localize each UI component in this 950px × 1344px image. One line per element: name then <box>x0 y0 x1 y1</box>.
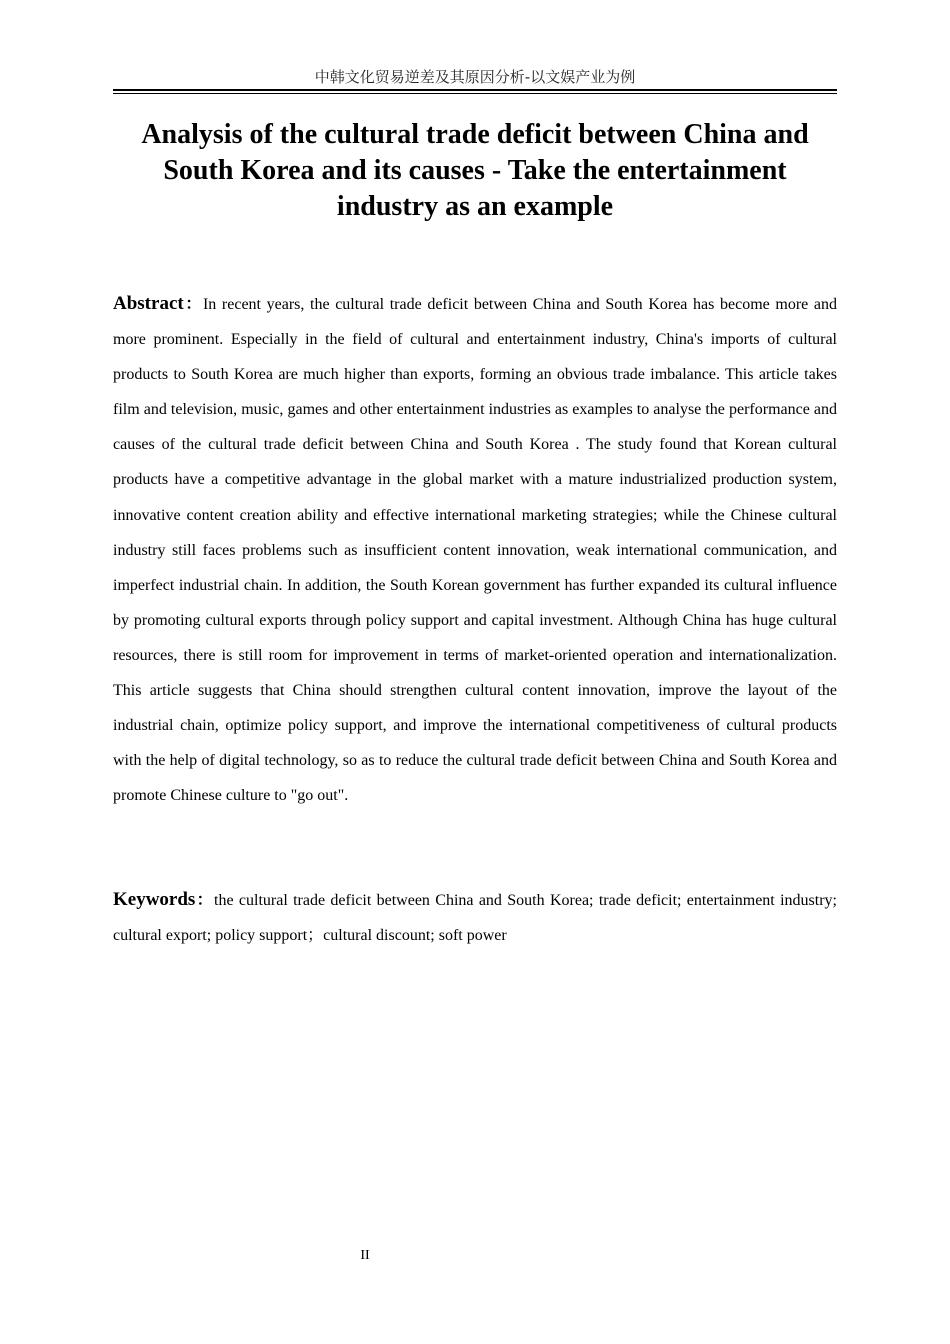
page-number: II <box>360 1248 370 1263</box>
header-double-rule <box>113 89 837 94</box>
abstract-label-colon: ： <box>183 294 203 313</box>
document-title: Analysis of the cultural trade deficit between China and South Korea and its causes - Take the entertainment industry as an example <box>141 119 809 222</box>
abstract-label: Abstract <box>113 293 184 314</box>
abstract-text: In recent years, the cultural trade deficit between China and South Korea has become more and more prominent. Especially in the field of cultural and entertainment industry, China's imports of cultural products to South Korea are much higher than exports, forming an obvious trade imbalance. This article takes film and television, music, games and other entertainment industries as examples to analyse the performance and causes of the cultural trade deficit between China and South Korea . The study found that Korean cultural products have a competitive advantage in the global market with a mature industrialized production system, innovative content creation ability and effective international marketing strategies; while the Chinese cultural industry still faces problems such as insufficient content innovation, weak international communication, and imperfect industrial chain. In addition, the South Korean government has further expanded its cultural influence by promoting cultural exports through policy support and capital investment. Although China has huge cultural resources, there is still room for improvement in terms of market-oriented operation and internationalization. This article suggests that China should strengthen cultural content innovation, improve the layout of the industrial chain, optimize policy support, and improve the international competitiveness of cultural products with the help of digital technology, so as to reduce the cultural trade deficit between China and South Korea and promote Chinese culture to "go out". <box>113 296 837 805</box>
keywords-label-colon: ： <box>195 890 215 909</box>
keywords-label: Keywords <box>113 889 196 910</box>
abstract-paragraph <box>113 286 837 813</box>
running-header: 中韩文化贸易逆差及其原因分析-以文娱产业为例 <box>314 68 636 86</box>
keywords-paragraph <box>113 882 837 953</box>
keywords-text: the cultural trade deficit between China and South Korea; trade deficit; entertainment industry; cultural export; policy support；cultural discount; soft power <box>113 892 837 944</box>
